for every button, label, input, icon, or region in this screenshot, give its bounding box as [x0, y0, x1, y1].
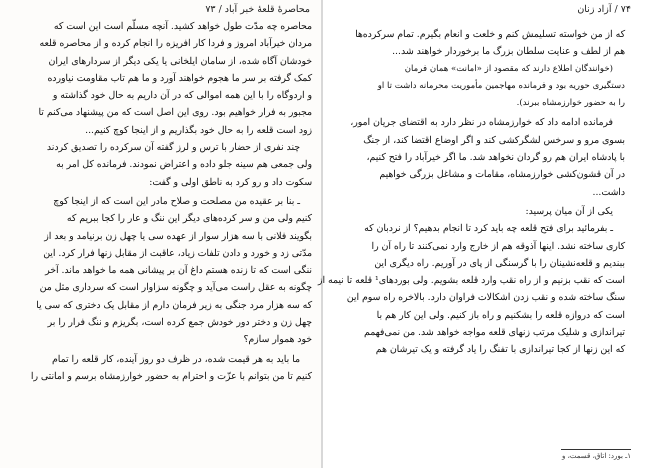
right-page-text [317, 26, 625, 359]
text-line: است که نقب بزنیم و از راه نقب وارد قلعه بشویم. ولی بوردهای¹ قلعه تا نیمه از [317, 275, 625, 287]
text-line: دستگیری حوریه بود و فرمانده مهاجمین مأموریت محرمانه داشت تا او [377, 80, 625, 91]
footnote-rule [561, 449, 631, 450]
text-line: ـ بنا بر عقیده من مصلحت و صلاح مادر این است که از اینجا کوچ [53, 195, 300, 207]
text-line: چهل زن و دختر دور خودش جمع کرده است، بگریزم و ننگ فرار را بر [47, 317, 312, 329]
text-line: بگویند فلانی با سه هزار سوار از عهده سی یا چهل زن برنیامد و بعد از [44, 230, 312, 242]
left-page [0, 0, 322, 468]
text-line: تیراندازی و شلیک مرتب زنهای قلعه مواجه خواهد شد. من نمی‌فهمم [364, 327, 625, 339]
text-line: کنیم تا من بتوانم با عزّت و احترام به حضور خوارزمشاه برسم و امانتی را [30, 370, 312, 382]
text-line: یکی از آن میان پرسید: [525, 205, 613, 217]
text-line: سنگ ساخته شده و نقب زدن اشکالات فراوان دارد. بالاخره راه سوم این [346, 292, 625, 304]
text-line: زود است قلعه را به حال خود بگذاریم و از اینجا کوچ کنیم... [85, 124, 312, 136]
text-line: را به حضور خوارزمشاه ببرند). [516, 98, 625, 109]
text-line: محاصره چه مدّت طول خواهد کشید. آنچه مسلّم است این است که [53, 21, 312, 32]
text-line: (خوانندگان اطلاع دارند که مقصود از «امانت» همان فرمان [404, 63, 613, 74]
text-line: که این زنها از کجا تیراندازی با تفنگ را یاد گرفته و یک تیرشان هم [375, 344, 625, 356]
text-line: ـ بفرمائید برای فتح قلعه چه باید کرد تا انجام بدهیم؟ از نردبان که [364, 223, 613, 235]
text-line: ما باید به هر قیمت شده، در ظرف دو روز آینده، کار قلعه را تمام [52, 353, 300, 365]
text-line: ولی جمعی هم سینه جلو داده و اعتراض نمودند. فرمانده کل امر به [56, 159, 312, 171]
text-line: که از من خواسته تسلیمش کنم و خلعت و انعام بگیرم. تمام سرکرده‌ها [355, 29, 625, 40]
text-line: ببندیم و قلعه‌نشینان را با گرسنگی از پای در آوریم. راه دیگری این [374, 257, 625, 269]
text-line: مردان خیرآباد امروز و فردا کار افریزه را انجام کرده و از محاصره قلعه [39, 38, 312, 50]
right-page [317, 0, 645, 468]
text-line: چگونه به عقل راست می‌آید و چگونه سزاوار است که سرداری مثل من [39, 282, 312, 294]
text-line: داشت... [592, 186, 625, 198]
text-line: کمک گرفته بر سر ما هجوم خواهند آورد و ما هم تاب مقاومت نیاورده [47, 72, 312, 84]
text-line: سکوت داد و رو کرد به ناطق اولی و گفت: [149, 176, 312, 188]
text-line: مدّتی زد و خورد و دادن تلفات زیاد، عاقبت از مقابل زنها فرار کرد. این [43, 247, 312, 259]
text-line: هم از لطف و عنایت سلطان بزرگ ما برخوردار خواهند شد... [392, 46, 625, 58]
text-line: در آن قشون‌کشی خوارزمشاه، مقامات و مشاغل بزرگی خواهیم [379, 169, 625, 181]
text-line: فرمانده ادامه داد که خوارزمشاه در نظر دارد به اقتضای جریان امور، [350, 117, 613, 129]
text-line: بسوی مرو و سرخس لشگرکشی کند و اگر اوضاع اقتضا کند، از جنگ [363, 134, 625, 146]
text-line: خود هموار سازم؟ [243, 334, 312, 346]
right-page-header: ۷۴ / آزاد زنان [577, 4, 631, 15]
text-line: کاری ساخته نشد. اینها آذوقه هم از خارج وارد نمی‌کنند تا راه آن را [371, 240, 625, 252]
left-page-text [8, 18, 312, 385]
text-line: است که دروازه قلعه را بشکنیم و راه باز کنیم. ولی این کار هم با [376, 309, 625, 321]
text-line: ننگی است که تا زنده هستم داغ آن بر پیشانی همه ما خواهد ماند. آخر [45, 265, 312, 277]
footnote: ۱ـ بورد: اتاق، قسمت، و [561, 452, 631, 460]
text-line: و اردوگاه را با این همه اموالی که در آن داریم به حال خود گذاشته و [52, 90, 312, 102]
left-page-header: محاصرهٔ قلعهٔ خبر آباد / ۷۳ [205, 4, 310, 15]
text-line: با پادشاه ایران هم رو گردان نخواهد شد. ما اگر خیرآباد را فتح کنیم، [366, 152, 625, 164]
text-line: کنیم ولی من و سر کرده‌های دیگر این ننگ و عار را کجا ببریم که [66, 213, 312, 225]
text-line: چند نفری از حضار با ترس و لرز گفته آن سرکرده را تصدیق کردند [46, 142, 300, 154]
text-line: که سه هزار مرد جنگی به زیر فرمان دارم از مقابل یک دختری که سی یا [36, 299, 312, 311]
text-line: مجبور به فرار خواهیم بود. روی این اصل است که من پیشنهاد می‌کنم تا [38, 107, 312, 119]
text-line: خودشان آگاه شده، از سامان ایلخانی یا یکی دیگر از سردارهای ایران [48, 55, 312, 67]
